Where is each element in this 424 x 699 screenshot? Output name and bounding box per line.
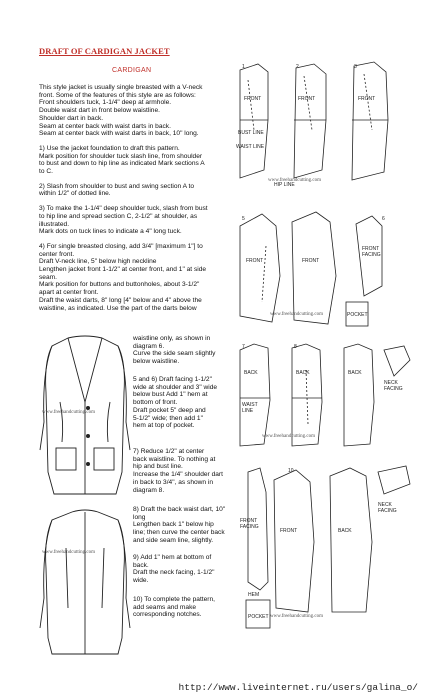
step-4-continued: waistline only, as shown in diagram 6. Curve the side seam slightly below waistline.: [133, 335, 216, 366]
step-4-paragraph: 4) For single breasted closing, add 3/4" [maximum 1"] to center front. Draft V-neck line, 5" below high neckline Lengthen jacket front 1-1/2" at center front, and 1" at side seam. Mark position for buttons and buttonholes, about 3-1/2" apart at center front. Draft the waist darts, 8" long [4" below and 4" above the waistline, as indicated. Use the part of the darts below: [39, 242, 207, 312]
svg-text:FRONT: FRONT: [298, 96, 316, 102]
svg-text:FRONT: FRONT: [302, 258, 320, 264]
svg-text:FRONT: FRONT: [280, 528, 298, 534]
svg-text:FACING: FACING: [384, 386, 403, 392]
page-title: DRAFT OF CARDIGAN JACKET: [39, 46, 170, 56]
watermark: www.freehandcutting.com: [42, 410, 95, 415]
svg-text:FRONT: FRONT: [240, 518, 258, 524]
svg-text:LINE: LINE: [242, 408, 254, 414]
svg-text:POCKET: POCKET: [248, 614, 269, 620]
svg-text:NECK: NECK: [384, 380, 398, 386]
svg-text:HEM: HEM: [248, 592, 260, 598]
svg-text:6: 6: [382, 216, 385, 222]
pattern-diagram-10: [238, 462, 414, 638]
page-subtitle: CARDIGAN: [112, 67, 152, 74]
step-10-paragraph: 10) To complete the pattern, add seams and make corresponding notches.: [133, 596, 215, 619]
step-1-paragraph: 1) Use the jacket foundation to draft this pattern. Mark position for shoulder tuck slash line, from shoulder to bust and down to hip line as indicated Mark sections A to C.: [39, 144, 205, 176]
step-3-paragraph: 3) To make the 1-1/4" deep shoulder tuck, slash from bust to hip line and spread section C, 2-1/2" at shoulder, as illustrated. Mark dots on tuck lines to indicate a 4" long tuck.: [39, 205, 208, 236]
svg-text:10: 10: [288, 468, 294, 474]
footer-url: http://www.liveinternet.ru/users/galina_o/: [178, 682, 418, 693]
pattern-diagram-1-3: [234, 60, 414, 192]
intro-paragraph: This style jacket is usually single breasted with a V-neck front. Some of the features of this style are as follows: Front shoulders tuck, 1-1/4" deep at armhole. Double waist dart in front below waistline. Shoulder dart in back. Seam at center back with waist darts in back. Seam at center back with waist darts in back, 10" long.: [39, 84, 203, 138]
instructions-column: [39, 84, 235, 319]
svg-text:8: 8: [294, 344, 297, 350]
svg-text:WAIST LINE: WAIST LINE: [236, 144, 265, 150]
svg-text:FACING: FACING: [378, 508, 397, 514]
svg-text:BACK: BACK: [348, 370, 362, 376]
svg-text:BACK: BACK: [244, 370, 258, 376]
svg-text:BACK: BACK: [296, 370, 310, 376]
watermark: www.freehandcutting.com: [268, 178, 321, 183]
svg-text:POCKET: POCKET: [347, 312, 368, 318]
watermark: www.freehandcutting.com: [270, 312, 323, 317]
watermark: www.freehandcutting.com: [262, 434, 315, 439]
svg-text:FACING: FACING: [362, 252, 381, 258]
svg-text:FRONT: FRONT: [362, 246, 380, 252]
svg-text:FRONT: FRONT: [358, 96, 376, 102]
step-9-paragraph: 9) Add 1" hem at bottom of back. Draft the neck facing, 1-1/2" wide.: [133, 554, 215, 585]
svg-text:BACK: BACK: [338, 528, 352, 534]
watermark: www.freehandcutting.com: [270, 614, 323, 619]
svg-text:BUST LINE: BUST LINE: [238, 130, 264, 136]
jacket-front-illustration: [38, 332, 132, 498]
pattern-diagram-4-6: [232, 206, 416, 336]
svg-text:FACING: FACING: [240, 524, 259, 530]
svg-text:1: 1: [242, 64, 245, 70]
step-2-paragraph: 2) Slash from shoulder to bust and swing section A to within 1/2" of dotted line.: [39, 182, 195, 198]
jacket-back-illustration: [38, 508, 132, 658]
svg-text:2: 2: [296, 64, 299, 70]
svg-text:FRONT: FRONT: [246, 258, 264, 264]
svg-text:5: 5: [242, 216, 245, 222]
watermark: www.freehandcutting.com: [42, 550, 95, 555]
svg-text:HIP LINE: HIP LINE: [274, 182, 295, 188]
svg-text:FRONT: FRONT: [244, 96, 262, 102]
svg-text:3: 3: [354, 64, 357, 70]
svg-text:7: 7: [242, 344, 245, 350]
step-7-paragraph: 7) Reduce 1/2" at center back waistline. To nothing at hip and bust line. Increase the 1/4" shoulder dart in back to 3/4", as shown in diagram 8.: [133, 448, 223, 494]
svg-text:WAIST: WAIST: [242, 402, 258, 408]
svg-text:NECK: NECK: [378, 502, 392, 508]
step-5-6-paragraph: 5 and 6) Draft facing 1-1/2" wide at shoulder and 3" wide below bust Add 1" hem at bottom of front. Draft pocket 5" deep and 5-1/2" wide; then add 1" hem at top of pocket.: [133, 376, 218, 430]
step-8-paragraph: 8) Draft the back waist dart, 10" long Lengthen back 1" below hip line; then curve the center back and side seam line, slightly.: [133, 506, 226, 544]
